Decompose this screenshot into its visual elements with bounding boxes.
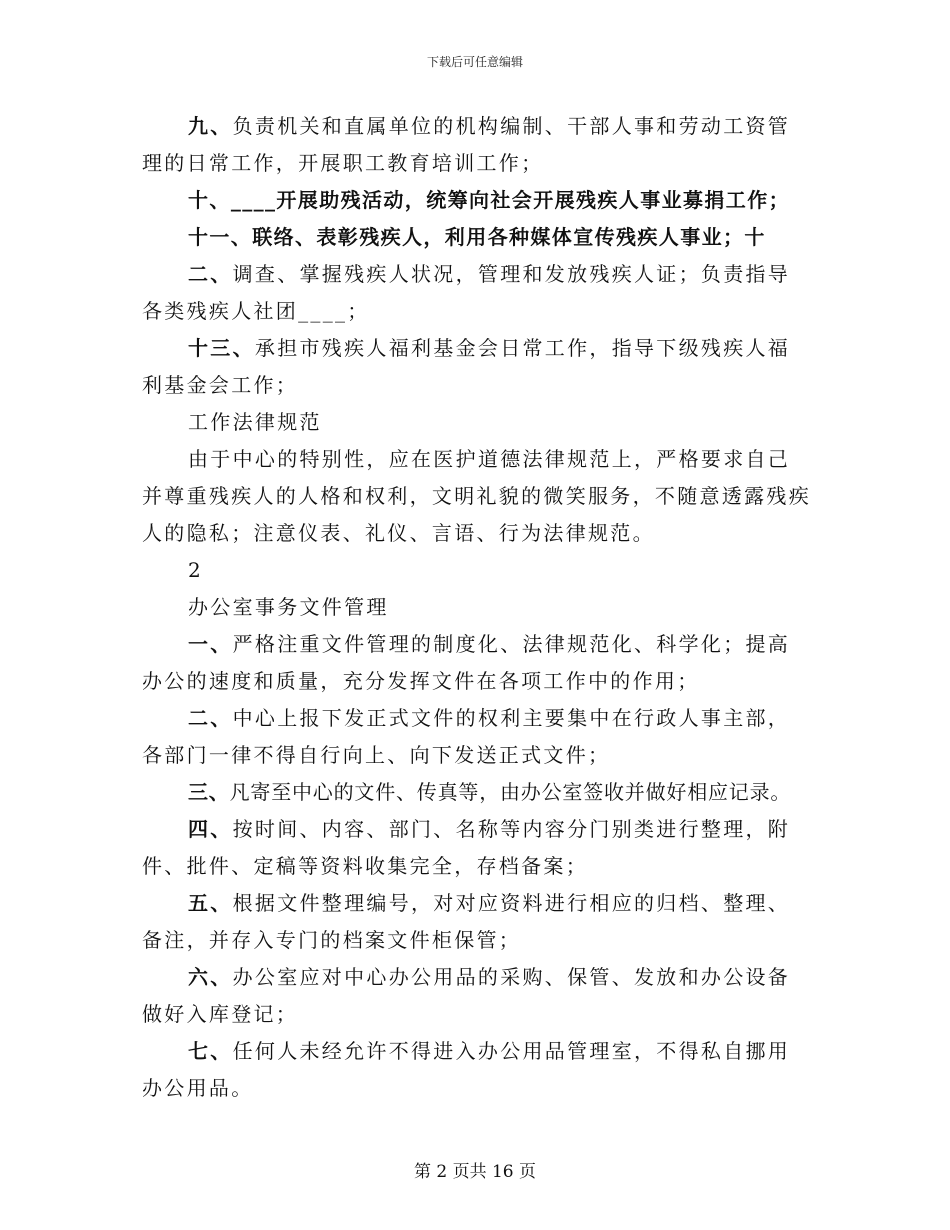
paragraph-lead: 二、 (188, 706, 233, 730)
paragraph-text: 工作法律规范 (188, 410, 322, 434)
paragraph-lead: 九、 (188, 114, 233, 138)
paragraph-11 (142, 219, 812, 256)
paragraph-lead: 三、 (188, 780, 230, 804)
section-number (142, 552, 812, 589)
paragraph-text: 调查、掌握残疾人状况，管理和发放残疾人证；负责指导各类残疾人社团____； (142, 262, 791, 323)
paragraph-file-4 (142, 811, 812, 885)
paragraph-lead: 一、 (188, 632, 233, 656)
paragraph-lead: 四、 (188, 817, 233, 841)
paragraph-10 (142, 182, 812, 219)
paragraph-lead: 十三、 (188, 336, 255, 360)
paragraph-text: 联络、表彰残疾人，利用各种媒体宣传残疾人事业；十 (252, 225, 766, 249)
paragraph-text: 2 (188, 558, 204, 582)
paragraph-text: 凡寄至中心的文件、传真等，由办公室签收并做好相应记录。 (229, 780, 792, 804)
paragraph-lead: 十、 (188, 188, 231, 212)
paragraph-text: 由于中心的特别性，应在医护道德法律规范上，严格要求自己并尊重残疾人的人格和权利，文明礼貌的微笑服务，不随意透露残疾人的隐私；注意仪表、礼仪、言语、行为法律规范。 (142, 447, 811, 545)
paragraph-file-5 (142, 885, 812, 959)
paragraph-13 (142, 330, 812, 404)
paragraph-file-1 (142, 626, 812, 700)
paragraph-lead: 六、 (188, 965, 233, 989)
paragraph-lead: 二、 (188, 262, 233, 286)
paragraph-text: 严格注重文件管理的制度化、法律规范化、科学化；提高办公的速度和质量，充分发挥文件在各项工作中的作用； (142, 632, 791, 693)
paragraph-9 (142, 108, 812, 182)
paragraph-file-7 (142, 1033, 812, 1107)
paragraph-text: 办公室应对中心办公用品的采购、保管、发放和办公设备做好入库登记； (142, 965, 791, 1026)
paragraph-lead: 七、 (188, 1039, 233, 1063)
section-heading-file-management (142, 589, 812, 626)
section-heading-work-norms (142, 404, 812, 441)
document-body (142, 108, 812, 1107)
paragraph-text: 办公室事务文件管理 (188, 595, 389, 619)
paragraph-text: 负责机关和直属单位的机构编制、干部人事和劳动工资管理的日常工作，开展职工教育培训工作； (142, 114, 791, 175)
paragraph-lead: 十一、 (188, 225, 253, 249)
paragraph-lead: 五、 (188, 891, 233, 915)
paragraph-text: ____开展助残活动，统筹向社会开展残疾人事业募捐工作； (230, 188, 791, 212)
paragraph-text: 根据文件整理编号，对对应资料进行相应的归档、整理、备注，并存入专门的档案文件柜保管； (142, 891, 791, 952)
paragraph-work-norms (142, 441, 812, 552)
paragraph-12 (142, 256, 812, 330)
paragraph-text: 任何人未经允许不得进入办公用品管理室，不得私自挪用办公用品。 (142, 1039, 791, 1100)
paragraph-file-2 (142, 700, 812, 774)
paragraph-text: 中心上报下发正式文件的权利主要集中在行政人事主部，各部门一律不得自行向上、向下发送正式文件； (142, 706, 791, 767)
paragraph-file-6 (142, 959, 812, 1033)
page-footer: 第 2 页共 16 页 (413, 1162, 537, 1182)
paragraph-text: 承担市残疾人福利基金会日常工作，指导下级残疾人福利基金会工作； (142, 336, 791, 397)
paragraph-file-3 (142, 774, 812, 811)
page-header: 下载后可任意编辑 (426, 55, 523, 69)
paragraph-text: 按时间、内容、部门、名称等内容分门别类进行整理，附件、批件、定稿等资料收集完全，存档备案； (142, 817, 791, 878)
